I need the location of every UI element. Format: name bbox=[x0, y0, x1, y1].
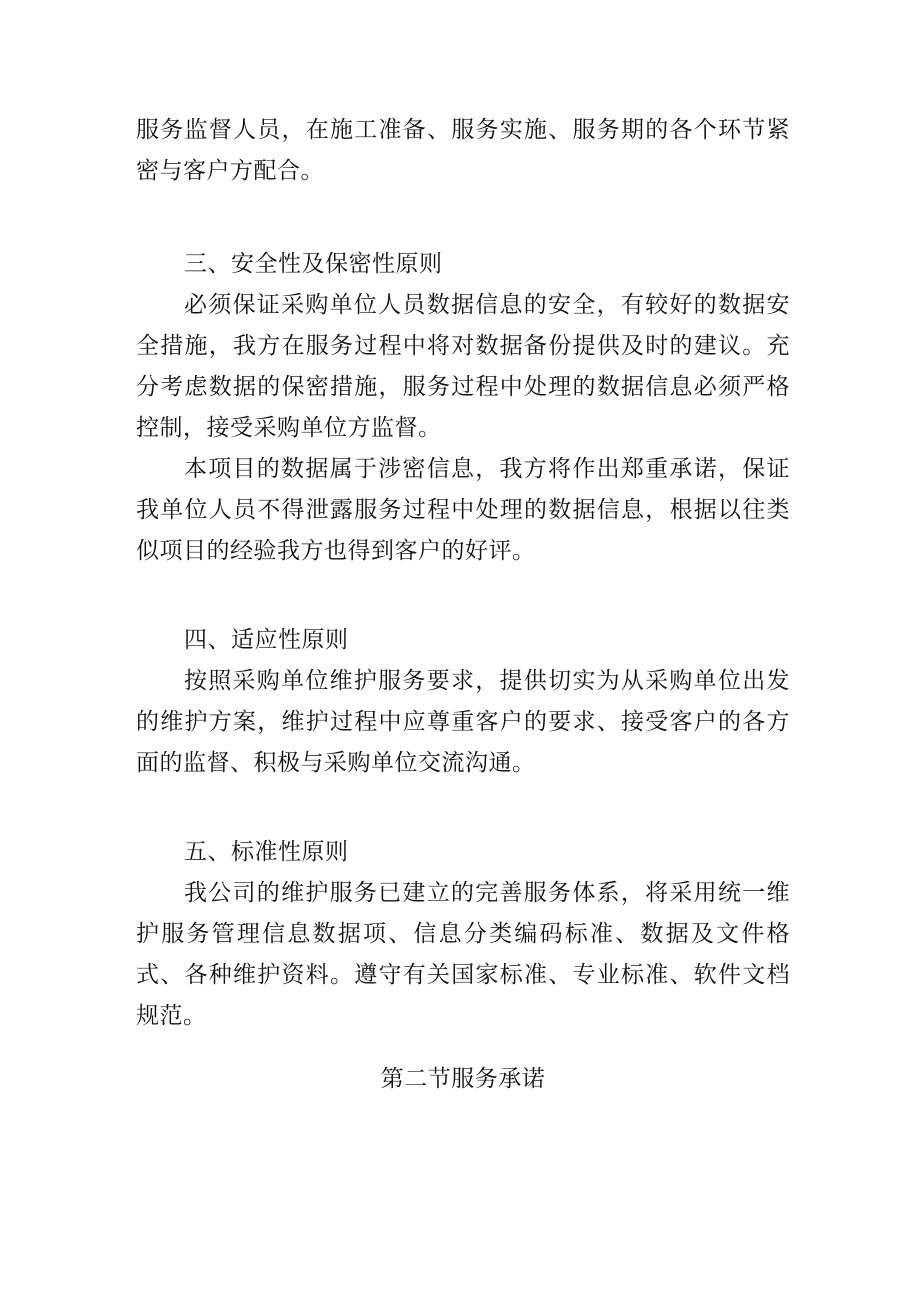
section-title: 第二节服务承诺 bbox=[380, 1066, 546, 1092]
heading-adaptability: 四、适应性原则 bbox=[184, 627, 349, 653]
paragraph-standardization: 我公司的维护服务已建立的完善服务体系，将采用统一维护服务管理信息数据项、信息分类编码标准、数据及文件格式、各种维护资料。遵守有关国家标准、专业标准、软件文档规范。 bbox=[136, 880, 790, 1029]
paragraph-adaptability: 按照采购单位维护服务要求，提供切实为从采购单位出发的维护方案，维护过程中应尊重客户的要求、接受客户的各方面的监督、积极与采购单位交流沟通。 bbox=[136, 668, 790, 776]
heading-standardization: 五、标准性原则 bbox=[184, 839, 349, 865]
heading-security-confidentiality: 三、安全性及保密性原则 bbox=[184, 251, 443, 277]
document-page bbox=[136, 110, 790, 1100]
paragraph-continuation: 服务监督人员，在施工准备、服务实施、服务期的各个环节紧密与客户方配合。 bbox=[136, 117, 790, 184]
paragraph-security-2: 本项目的数据属于涉密信息，我方将作出郑重承诺，保证我单位人员不得泄露服务过程中处理的数据信息，根据以往类似项目的经验我方也得到客户的好评。 bbox=[136, 456, 790, 564]
paragraph-security-1: 必须保证采购单位人员数据信息的安全，有较好的数据安全措施，我方在服务过程中将对数据备份提供及时的建议。充分考虑数据的保密措施，服务过程中处理的数据信息必须严格控制，接受采购单位方监督。 bbox=[136, 292, 790, 441]
